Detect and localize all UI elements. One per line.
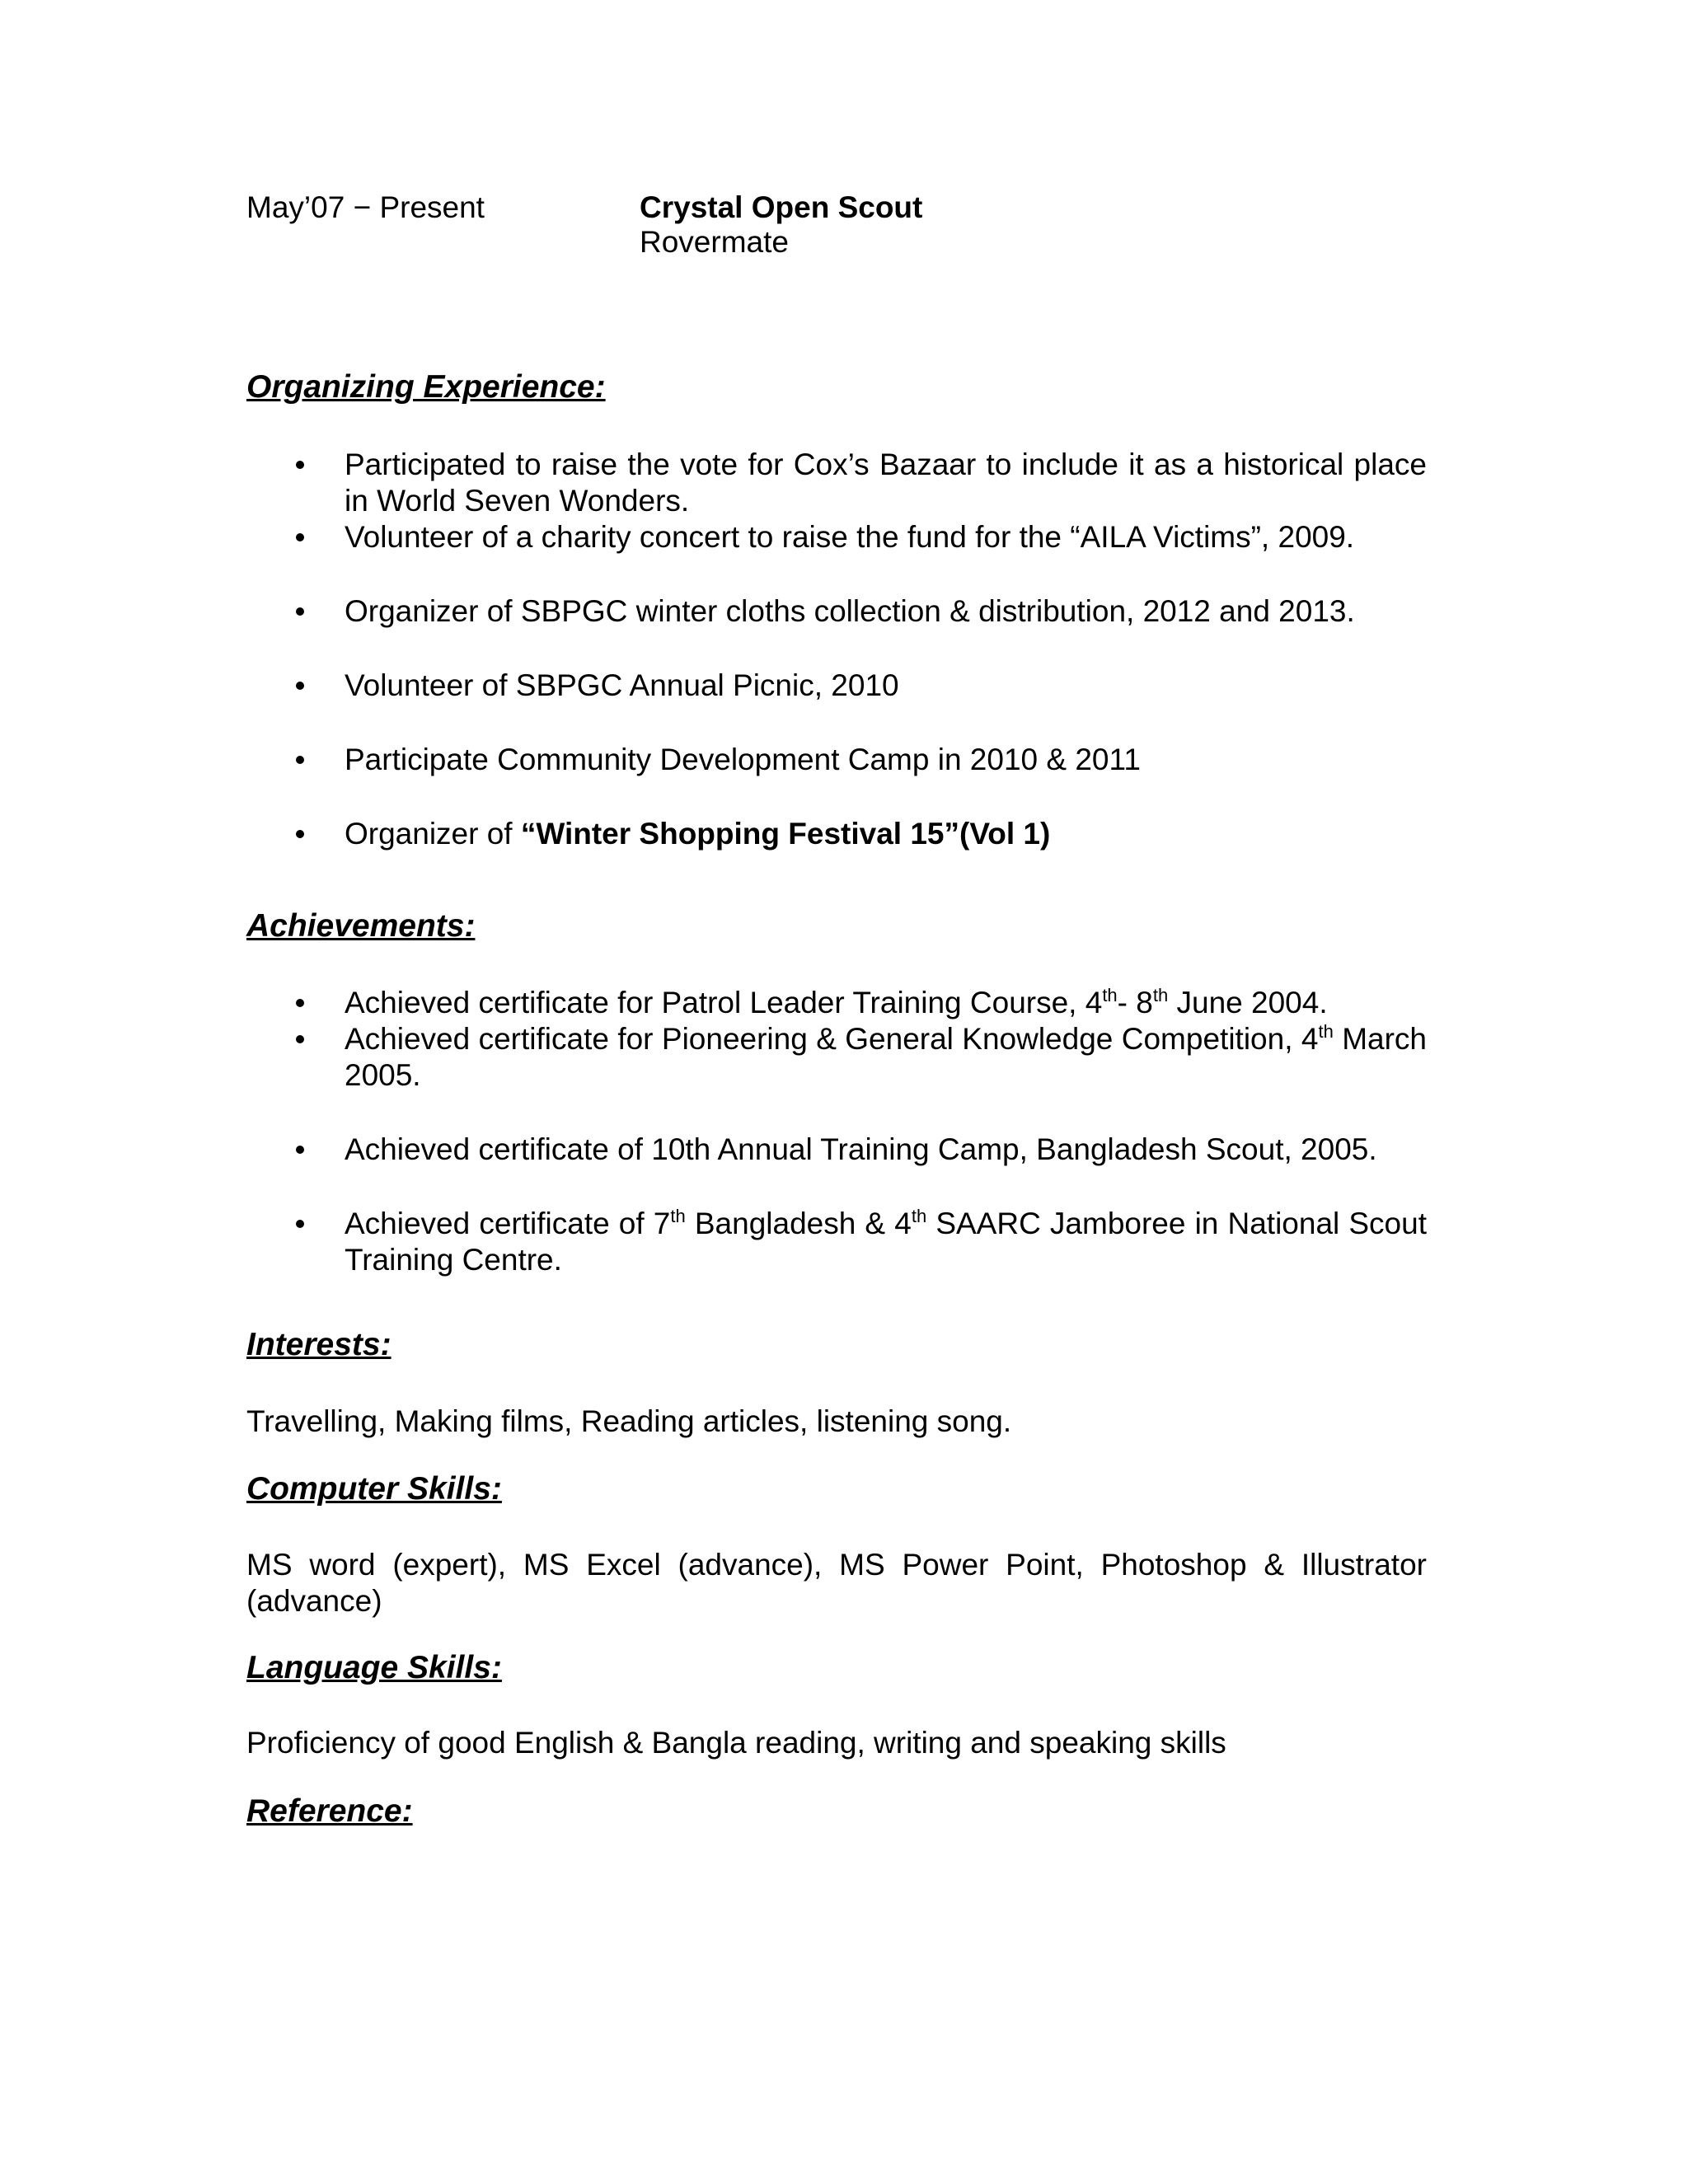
reference-heading: Reference: [246, 1793, 413, 1829]
bullet-icon [296, 1220, 304, 1228]
organizing-list [246, 447, 1427, 852]
achievements-list [246, 985, 1427, 1278]
language-skills-text: Proficiency of good English & Bangla reading, writing and speaking skills [246, 1726, 1226, 1760]
interests-text: Travelling, Making films, Reading articles, listening song. [246, 1404, 1012, 1438]
list-item: Volunteer of a charity concert to raise the fund for the “AILA Victims”, 2009. [246, 519, 1427, 555]
computer-skills-text: MS word (expert), MS Excel (advance), MS Power Point, Photoshop & Illustrator (advance) [246, 1548, 1427, 1618]
experience-organization: Crystal Open Scout [640, 190, 923, 224]
bullet-icon [296, 830, 304, 838]
bullet-icon [296, 1035, 304, 1043]
experience-date: May’07 − Present [246, 190, 485, 224]
language-skills-heading: Language Skills: [246, 1650, 502, 1685]
list-item: Achieved certificate of 7th Bangladesh & 4th SAARC Jamboree in National Scout Training Centre. [246, 1206, 1427, 1278]
list-item: Participate Community Development Camp in 2010 & 2011 [246, 742, 1427, 778]
bullet-icon [296, 607, 304, 616]
bullet-icon [296, 461, 304, 469]
list-item: Participated to raise the vote for Cox’s Bazaar to include it as a historical place in World Seven Wonders. [246, 447, 1427, 519]
bullet-icon [296, 533, 304, 541]
bullet-icon [296, 682, 304, 690]
list-item: Organizer of SBPGC winter cloths collection & distribution, 2012 and 2013. [246, 593, 1427, 630]
computer-skills-heading: Computer Skills: [246, 1471, 502, 1507]
list-item: Achieved certificate for Pioneering & General Knowledge Competition, 4th March 2005. [246, 1021, 1427, 1094]
bullet-icon [296, 1146, 304, 1154]
achievements-heading: Achievements: [246, 908, 476, 944]
festival-name: “Winter Shopping Festival 15”(Vol 1) [520, 817, 1051, 851]
list-item: Organizer of “Winter Shopping Festival 15”(Vol 1) [246, 816, 1427, 852]
list-item: Achieved certificate for Patrol Leader Training Course, 4th- 8th June 2004. [246, 985, 1427, 1021]
interests-heading: Interests: [246, 1327, 392, 1362]
experience-role: Rovermate [640, 225, 789, 259]
organizing-heading: Organizing Experience: [246, 369, 606, 405]
list-item: Volunteer of SBPGC Annual Picnic, 2010 [246, 668, 1427, 704]
bullet-icon [296, 999, 304, 1007]
bullet-icon [296, 756, 304, 764]
list-item: Achieved certificate of 10th Annual Training Camp, Bangladesh Scout, 2005. [246, 1132, 1427, 1168]
